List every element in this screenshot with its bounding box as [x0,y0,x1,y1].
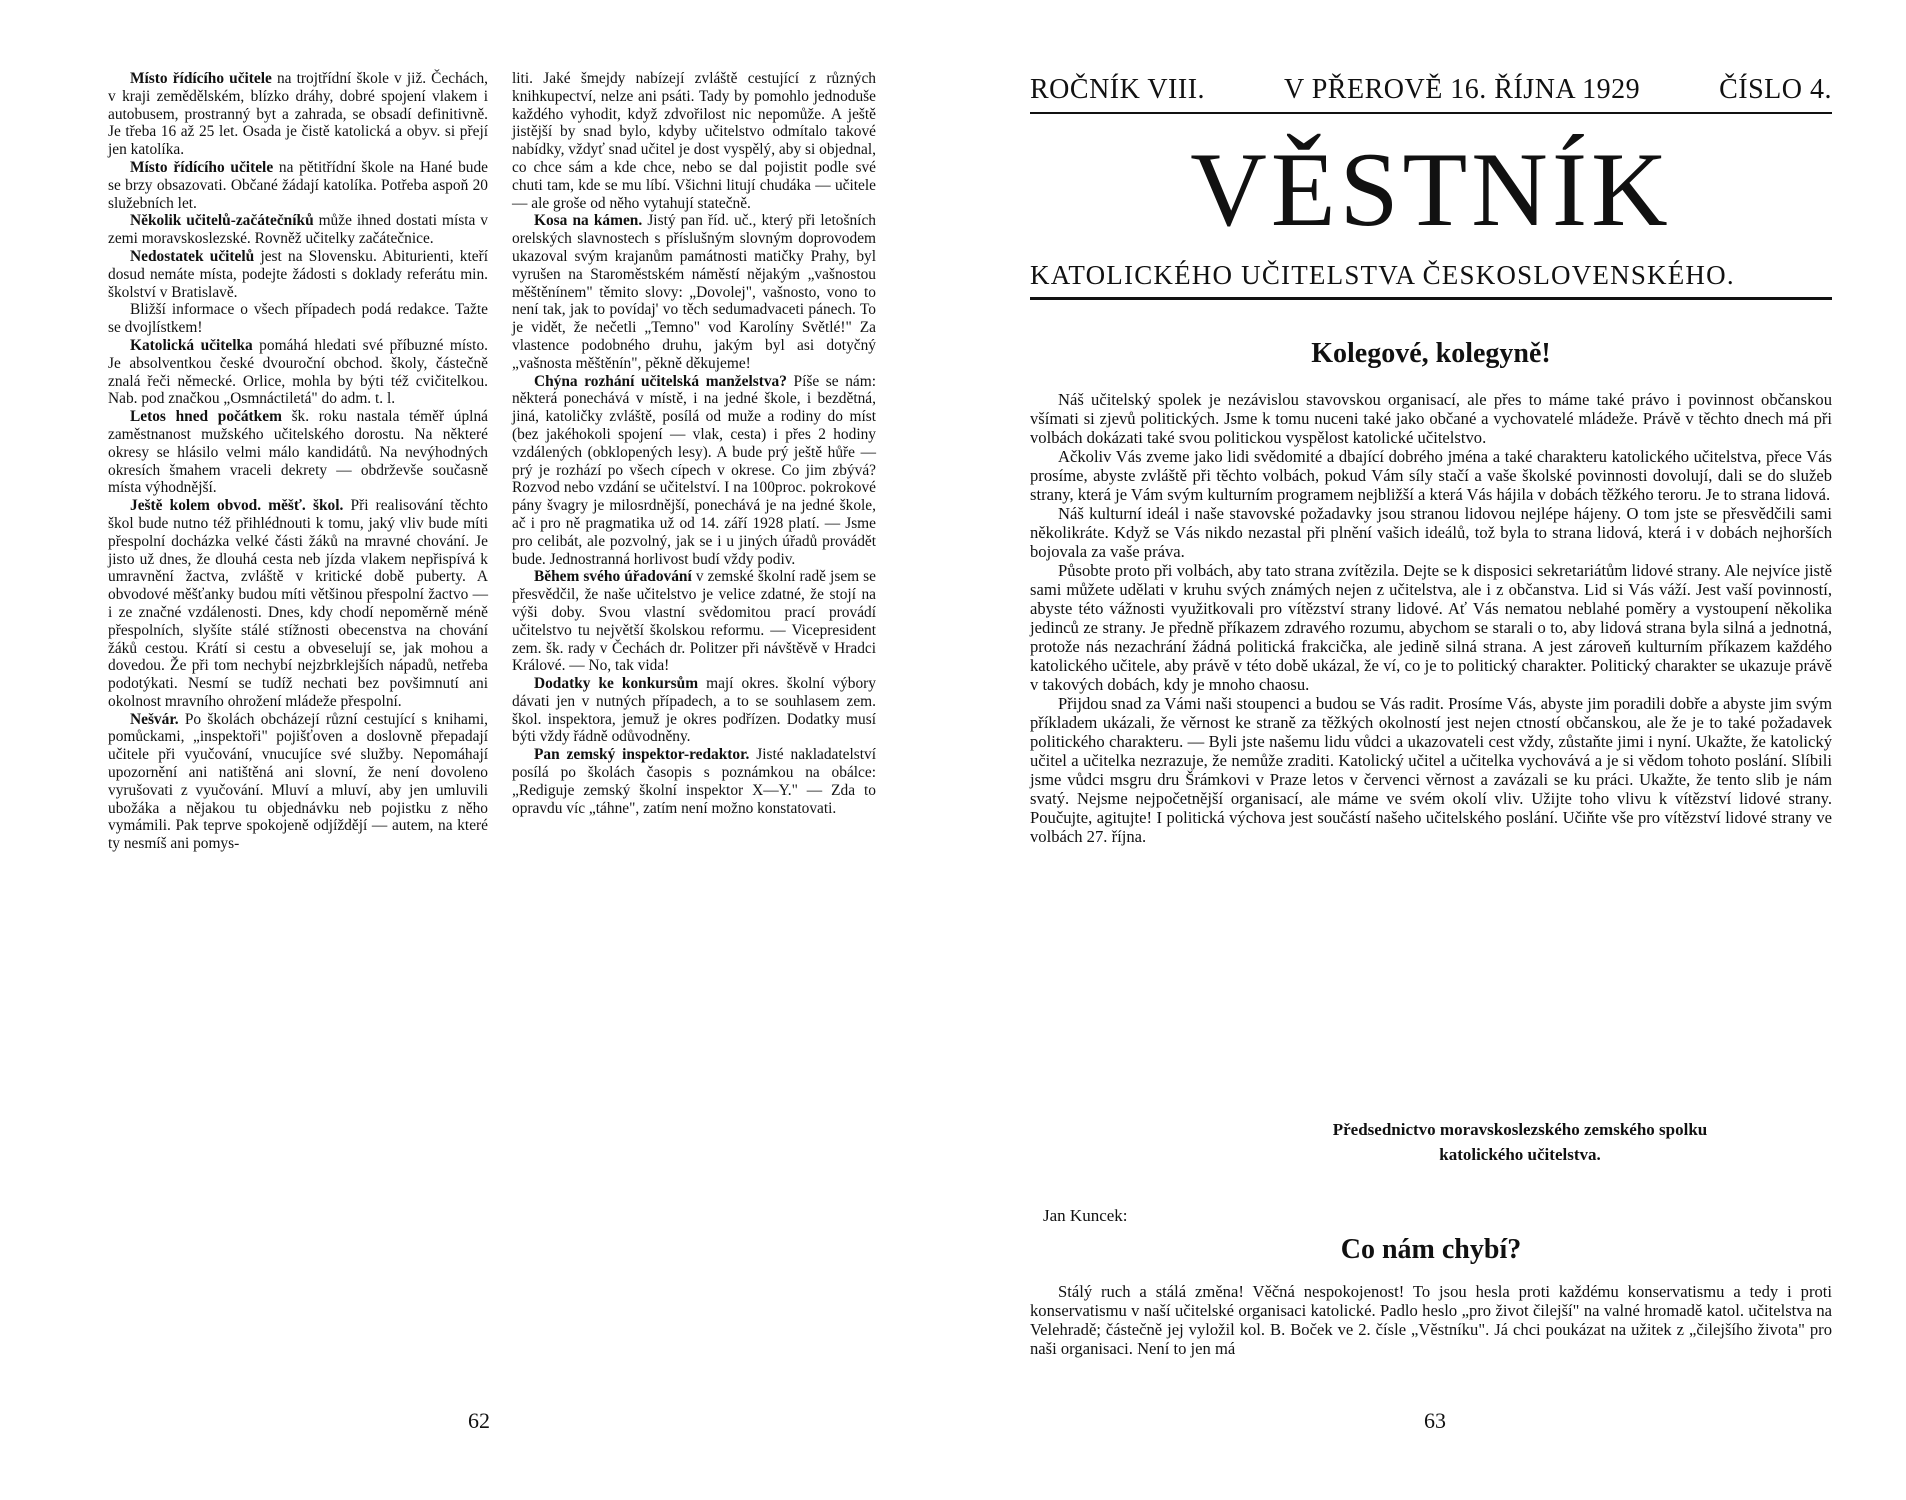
left-column-2 [512,70,876,817]
place-date: V PŘEROVĚ 16. ŘÍJNA 1929 [1284,74,1641,105]
news-item-text: Píše se nám: některá ponechává v místě, i na jedné škole, i bezdětná, jiná, katoličky zvláště, posílá od muže a rodiny do míst (bez jakéhokoli spojení — vlak, cesta) i přes 2 hodiny vzdálených (obklopených lesy). A bude prý ještě hůře — prý je rozhází po všech cípech v okrese. Co jim zbývá? Rozvod nebo vzdání se učitelství. I na 100proc. pokrokové pány švagry je milosrdnější, ponechává je na jedné škole, ač i pro ně pragmatika už od 14. září 1928 platí. — Jsme pro celibát, ale pozvolný, jak se i u jiných úřadů provádět bude. Jednostranná horlivost budí vždy podiv. [512,372,876,568]
news-item-text: pomáhá hledati své příbuzné místo. Je absolventkou české dvouroční obchod. školy, částečně znalá řeči německé. Orlice, mohla by býti též cvičitelkou. Nab. pod značkou „Osmnáctiletá" do adm. t. l. [108,336,488,408]
news-item [512,675,876,746]
news-item [108,497,488,711]
news-item [108,711,488,853]
news-item-text: může ihned dostati místa v zemi moravskoslezské. Rovněž učitelky začátečnice. [108,212,488,248]
article-1-signature [1200,1117,1840,1167]
news-item-lead: Dodatky ke konkursům [534,675,699,693]
news-item-lead: Nešvár. [130,710,179,728]
news-item-lead: Letos hned počátkem [130,408,282,426]
news-item-lead: Místo řídícího učitele [130,70,272,87]
news-item [108,248,488,301]
article-1-headline: Kolegové, kolegyně! [1311,338,1551,369]
volume-label: ROČNÍK VIII. [1030,74,1206,105]
news-item [512,70,876,212]
news-item-lead: Nedostatek učitelů [130,247,255,265]
news-item [108,337,488,408]
news-item-lead: Kosa na kámen. [534,212,643,230]
news-item [108,159,488,212]
news-item [512,746,876,817]
left-column-1 [108,70,488,853]
news-item-lead: Katolická učitelka [130,336,253,354]
news-item-text: Po školách obcházejí různí cestující s knihami, pomůckami, „inspektoři" pojišťoven a doslovně přepadají učitele při vyučování, vnucujíce své služby. Nepomáhají upozornění ani natištěná ani slovní, že není dovoleno vyrušovati z vyučování. Mluví a mluví, aby jen umluvili ubožáka a nějakou tu objednávku neb pojistku z něho vymámili. Pak teprve spokojeně odjíždějí — autem, na které ty nesmíš ani pomys- [108,710,488,853]
signature-line-1: Předsednictvo moravskoslezského zemského spolku [1332,1120,1708,1139]
news-item-lead: Během svého úřadování [534,568,692,586]
news-item-text: na pětitřídní škole na Hané bude se brzy obsazovati. Občané žádají katolíka. Potřeba aspoň 20 služebních let. [108,158,489,212]
masthead [1030,74,1832,300]
news-item-text: na trojtřídní škole v již. Čechách, v kraji zemědělském, blízko dráhy, dobré spojení vlakem i autobusem, prostranný byt a zahrada, se obsadí definitivně. Je třeba 16 až 25 let. Osada je čistě katolická a obyv. si přejí jen katolíka. [108,70,489,159]
news-item-text: liti. Jaké šmejdy nabízejí zvláště cestující z různých knihkupectví, nelze ani psáti. Tady by pomohlo jednoduše každého vyhodit, když zdvořilost nic nepomůže. A ještě jistější by snad bylo, kdyby učitelstvo odmítalo takové nabídky, vždyť snad učitel je dost vyspělý, aby si objednal, co chce sám a kde chce, nebo se dal pojistit podle své chuti tam, kde se mu líbí. Všichni litují chudáka — učitele — ale groše od něho vytahují statečně. [512,70,876,212]
news-item-text: Bližší informace o všech případech podá redakce. Tažte se dvojlístkem! [108,301,488,337]
article-paragraph: Působte proto při volbách, aby tato strana zvítězila. Dejte se k disposici sekretariátům lidové strany. Ale nejvíce jistě sami můžete udělati v kruhu svých známých nejen z učitelstva, ale i z občanstva. Lid si Vás váží. Jest vaší povinností, abyste této vážnosti využitkovali pro vítězství strany lidové. Ať Vás nematou neblahé poměry a vystoupení několika jedinců ze strany. Je předně příkazem zdravého rozumu, abychom se starali o to, aby lidová strana byla silná a jednotná, protože nás nezachrání žádná politická frakcička, ale jedině silná strana. A jest zároveň kulturním příkazem každého katolického učitele, aby právě v této době ukázal, že ví, co je to politický charakter. Politický charakter se ukazuje právě v takových dobách, kdy je mnoho chaosu. [1030,561,1832,694]
article-paragraph: Náš učitelský spolek je nezávislou stavovskou organisací, ale přes to máme také právo i povinnost občanskou všímati si zjevů politických. Jsme k tomu nuceni také jako občané a vychovatelé mládeže. Právě v těchto dnech má při volbách dokázati také svou politickou vyspělost katolické učitelstvo. [1030,390,1832,447]
article-paragraph: Přijdou snad za Vámi naši stoupenci a budou se Vás radit. Prosíme Vás, abyste jim poradili dobře a abyste jim svým příkladem ukázali, že věrnost ke straně za těžkých okolností jest nejen ctností občanskou, ale že je to také požadavek politického charakteru. — Byli jste našemu lidu vůdci a ukazovateli cest vždy, zůstaňte jimi i nyní. Ukažte, že katolický učitel a učitelka nezrazuje, že nemůže zraditi. Katolický učitel a učitelka vychovává a je si vědom tohoto poslání. Slíbili jsme vůdci msgru dru Šrámkovi v Praze letos v červenci věrnost a zavázali se ku práci. Ukažte, že tento slib je nám svatý. Nejsme nejpočetnější organisací, ale máme ve svém okolí vliv. Užijte toho vlivu k vítězství lidové strany. Poučujte, agitujte! I politická výchova jest součástí našeho učitelského poslání. Učiňte vše pro vítězství lidové strany ve volbách 27. října. [1030,694,1832,846]
article-paragraph: Stálý ruch a stálá změna! Věčná nespokojenost! To jsou hesla proti každému konservatismu a tedy i proti konservatismu v naší učitelské organisaci katolické. Padlo heslo „pro život čilejší" na valné hromadě katol. učitelstva na Velehradě; částečně jej vyložil kol. B. Boček ve 2. čísle „Věstníku". Já chci poukázat na užitek z „čilejšího života" pro naši organisaci. Není to jen má [1030,1282,1832,1358]
news-item [108,70,488,159]
news-item-text: šk. roku nastala téměř úplná zaměstnanost mužského učitelského dorostu. Na některé okresy se hlásilo velmi málo kandidátů. Na nevýhodných okresích šmahem vraceli dekrety — obdrževše současně místa výhodnější. [108,408,488,497]
news-item-lead: Místo řídícího učitele [130,158,274,176]
signature-line-2: katolického učitelstva. [1439,1145,1601,1164]
page-number-left: 62 [468,1408,490,1433]
news-item [108,212,488,248]
news-item-text: Při realisování těchto škol bude nutno též přihlédnouti k tomu, jaký vliv bude míti přespolní docházka velké části žáků na mravné chování. Je jisto už dnes, že dlouhá cesta neb jízda vlakem nepřispívá k umravnění žactva, zvláště v kritické době puberty. A obvodové měšťanky budou míti většinou přespolní žactvo — i ze značné vzdálenosti. Dnes, kdy chodí nepoměrně méně přespolních, slyšíte stálé stížnosti obecenstva na chování žáků cestou. Krátí si cestu a obveselují se, jak mohou a dovedou. Že při tom nechybí nejzbrklejších nápadů, netřeba podotýkati. Nesmí se tudíž nechati bez povšimnutí ani okolnost mravního ohrožení mládeže přespolní. [108,497,488,710]
news-item-lead: Několik učitelů-začátečníků [130,212,314,230]
news-item [512,568,876,675]
news-item-text: mají okres. školní výbory dávati jen v nutných případech, a to se souhlasem zem. škol. inspektora, jemuž je okres podřízen. Dodatky musí býti vždy řádně odůvodněny. [512,675,876,746]
news-item [512,212,876,372]
issue-line [1030,74,1832,106]
news-item-lead: Chýna rozhání učitelská manželstva? [534,372,787,390]
news-item-lead: Ještě kolem obvod. měšť. škol. [130,497,344,515]
news-item [108,408,488,497]
newspaper-subtitle: KATOLICKÉHO UČITELSTVA ČESKOSLOVENSKÉHO. [1030,260,1735,290]
page-number-right: 63 [1424,1408,1446,1433]
newspaper-title: VĚSTNÍK [1190,131,1672,248]
news-item-lead: Pan zemský inspektor-redaktor. [534,746,750,764]
news-item-text: Jisté nakladatelství posílá po školách časopis s poznámkou na obálce: „Rediguje zemský školní inspektor X—Y." — Zda to opravdu víc „táhne", zatím není možno konstatovati. [512,746,876,817]
news-item [512,373,876,569]
article-1-body [1030,390,1832,846]
article-2-headline: Co nám chybí? [1340,1234,1522,1265]
news-item-text: Jistý pan říd. uč., který při letošních orelských slavnostech s příslušným slovným doprovodem ukazoval svým krajanům památnosti matičky Prahy, byl vyrušen na Staroměstském náměstí nějakým „vašnostou měštěnínem" těmito slovy: „Dovolej", vašnosto, vono to není tak, jak to povídaj' vo těch sedumadvaceti pánech. To je vidět, že nečetli „Temno" vod Karolíny Světlé!" Za vlastence podobného druhu, jakým byl asi dotyčný „vašnosta měštěnín", pěkně děkujeme! [512,212,876,372]
article-paragraph: Náš kulturní ideál i naše stavovské požadavky jsou stranou lidovou nejlépe hájeny. O tom jste se přesvědčili sami několikráte. Když se Vás nikdo nezastal při plnění vašich ideálů, tož byla to strana lidová, která i v dobách nejhorších bojovala za vaše práva. [1030,504,1832,561]
issue-number: ČÍSLO 4. [1719,74,1832,105]
news-item [108,301,488,337]
masthead-rule-top [1030,112,1832,114]
article-2-byline: Jan Kuncek: [1043,1206,1128,1225]
masthead-rule-bottom [1030,297,1832,300]
article-paragraph: Ačkoliv Vás zveme jako lidi svědomité a dbající dobrého jména a také charakteru katolického učitelstva, přece Vás prosíme, abyste zvláště při těchto volbách, pokud Vám síly stačí a vaše školské povinnosti dovolují, dali se do služeb strany, která je Vám svým kulturním programem nejbližší a která Vás hájila v dobách těžkého teroru. Je to strana lidová. [1030,447,1832,504]
article-2-body [1030,1282,1832,1358]
news-item-text: v zemské školní radě jsem se přesvědčil, že naše učitelstvo je velice zdatné, že stojí na výši doby. Svou vlastní svědomitou prací provádí učitelstvo tu největší školskou reformu. — Vicepresident zem. šk. rady v Čechách dr. Politzer při návštěvě v Hradci Králové. — No, tak vida! [512,568,876,675]
news-item-text: jest na Slovensku. Abiturienti, kteří dosud nemáte místa, podejte žádosti s doklady referátu min. školství v Bratislavě. [108,247,488,301]
